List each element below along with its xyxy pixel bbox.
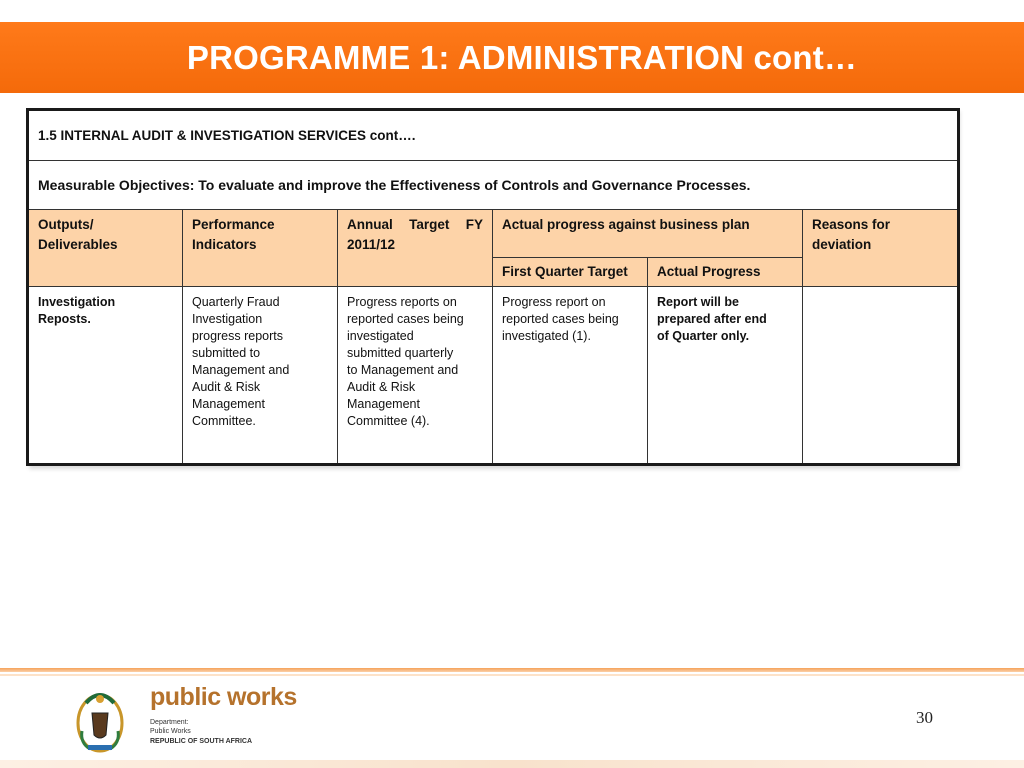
cell-line: Management and: [192, 363, 290, 377]
cell-annual-target: [338, 287, 493, 465]
footer-divider-light: [0, 674, 1024, 676]
header-annual-target: [338, 210, 493, 287]
cell-line: investigated (1).: [502, 329, 591, 343]
cell-line: to Management and: [347, 363, 459, 377]
header-indicators: [183, 210, 338, 287]
cell-line: progress reports: [192, 329, 284, 343]
header-annual-line2: 2011/12: [347, 237, 396, 252]
coat-of-arms-icon: [72, 683, 132, 755]
header-indicators-line1: Performance: [192, 217, 275, 232]
progress-table: [26, 108, 960, 466]
header-outputs-line1: Outputs/: [38, 217, 94, 232]
page-number: 30: [916, 708, 933, 727]
cell-line: Progress report on: [502, 295, 606, 309]
header-actual-progress: Actual Progress: [648, 258, 803, 287]
dept-line-2: Public Works: [150, 728, 191, 735]
cell-actual-progress: [648, 287, 803, 465]
table-row: [28, 287, 959, 465]
cell-line: submitted quarterly: [347, 346, 454, 360]
cell-line: Audit & Risk: [347, 380, 416, 394]
brand-name: public works: [150, 683, 297, 711]
cell-line: reported cases being: [347, 312, 464, 326]
cell-first-quarter: [493, 287, 648, 465]
cell-line: Progress reports on: [347, 295, 457, 309]
header-annual-line1: Annual Target FY: [347, 217, 483, 232]
section-title: 1.5 INTERNAL AUDIT & INVESTIGATION SERVICES cont….: [28, 110, 959, 161]
cell-line: of Quarter only.: [657, 329, 750, 343]
section-title-row: [28, 110, 959, 161]
header-reasons-line1: Reasons for: [812, 217, 891, 232]
cell-line: Investigation: [38, 295, 116, 309]
header-actual-progress-plan: Actual progress against business plan: [493, 210, 803, 258]
slide-title: PROGRAMME 1: ADMINISTRATION cont…: [186, 38, 858, 76]
cell-line: reported cases being: [502, 312, 619, 326]
header-reasons: [803, 210, 959, 287]
bottom-strip: [0, 760, 1024, 768]
progress-table-container: [26, 108, 957, 466]
header-reasons-line2: deviation: [812, 237, 872, 252]
measurable-objective: Measurable Objectives: To evaluate and improve the Effectiveness of Controls and Governance Processes.: [28, 161, 959, 210]
cell-line: submitted to: [192, 346, 261, 360]
header-indicators-line2: Indicators: [192, 237, 257, 252]
cell-indicators: [183, 287, 338, 465]
cell-line: Committee.: [192, 414, 256, 428]
cell-line: Management: [347, 397, 420, 411]
cell-line: Committee (4).: [347, 414, 430, 428]
cell-reasons: [803, 287, 959, 465]
dept-line-3: REPUBLIC OF SOUTH AFRICA: [150, 738, 253, 745]
cell-line: investigated: [347, 329, 414, 343]
cell-line: Investigation: [192, 312, 263, 326]
cell-line: Quarterly Fraud: [192, 295, 280, 309]
cell-line: prepared after end: [657, 312, 767, 326]
objective-row: [28, 161, 959, 210]
cell-line: Management: [192, 397, 265, 411]
cell-line: Audit & Risk: [192, 380, 261, 394]
cell-line: Reposts.: [38, 312, 91, 326]
cell-line: Report will be: [657, 295, 739, 309]
header-outputs: [28, 210, 183, 287]
title-bar: [0, 22, 1024, 93]
cell-outputs: [28, 287, 183, 465]
header-row: [28, 210, 959, 258]
header-outputs-line2: Deliverables: [38, 237, 118, 252]
dept-line-1: Department:: [150, 719, 189, 726]
footer-divider: [0, 668, 1024, 672]
header-first-quarter-target: First Quarter Target: [493, 258, 648, 287]
